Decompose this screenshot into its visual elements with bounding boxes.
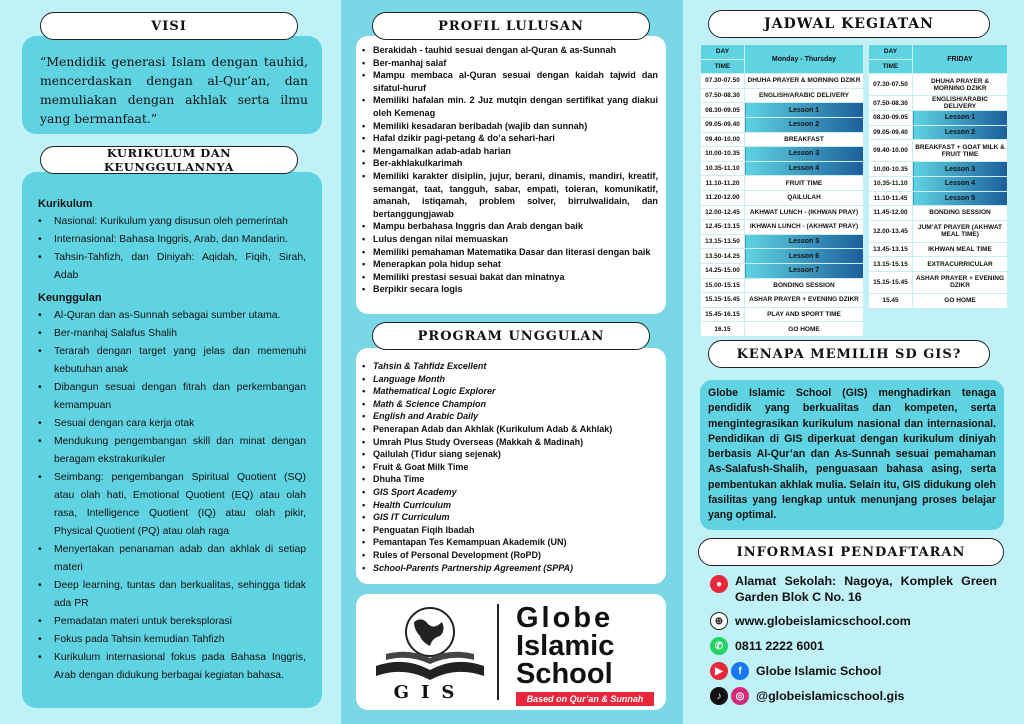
kurikulum-heading: Kurikulum [38, 198, 93, 210]
schedule-time: 15.15-15.45 [869, 271, 913, 293]
program-item: • Health Curriculum [362, 499, 658, 512]
program-item: • Language Month [362, 373, 658, 386]
day-name-header: FRIDAY [913, 45, 1008, 74]
schedule-row [701, 205, 864, 220]
profil-item: • Berakidah - tauhid sesuai dengan al-Quran & as-Sunnah [362, 44, 658, 57]
schedule-activity: EXTRACURRICULAR [913, 257, 1008, 272]
info-address [710, 573, 1000, 605]
schedule-row [701, 293, 864, 308]
schedule-row [869, 176, 1008, 191]
phone-text[interactable]: 0811 2222 6001 [735, 639, 824, 653]
schedule-time: 12.00-13.45 [869, 220, 913, 242]
schedule-activity: JUM’AT PRAYER (AKHWAT MEAL TIME) [913, 220, 1008, 242]
profil-item: • Mampu membaca al-Quran sesuai dengan kaidah tajwid dan sifatul-huruf [362, 69, 658, 94]
schedule-time: 13.45-13.15 [869, 242, 913, 257]
profil-item: • Memiliki hafalan min. 2 Juz mutqin dengan sertifikat yang diakui oleh Kemenag [362, 94, 658, 119]
schedule-activity: QAILULAH [745, 190, 864, 205]
schedule-activity: ASHAR PRAYER + EVENING DZIKR [745, 293, 864, 308]
program-item: • Math & Science Champion [362, 398, 658, 411]
schedule-row [701, 278, 864, 293]
schedule-activity: DHUHA PRAYER & MORNING DZIKR [913, 74, 1008, 96]
tiktok-icon: ♪ [710, 687, 728, 705]
visi-title: VISI [40, 12, 298, 40]
schedule-row [701, 176, 864, 191]
program-item: • Fruit & Goat Milk Time [362, 461, 658, 474]
schedule-time: 09.05-09.40 [701, 117, 745, 132]
program-item: • GIS IT Curriculum [362, 511, 658, 524]
schedule-activity: IKHWAN LUNCH - (AKHWAT PRAY) [745, 220, 864, 235]
keunggulan-item: • Sesuai dengan cara kerja otak [38, 415, 306, 433]
program-item: • English and Arabic Daily [362, 410, 658, 423]
schedule-activity: Lesson 7 [745, 263, 864, 278]
schedule-time: 15.45-16.15 [701, 307, 745, 322]
schedule-time: 07.30-07.50 [869, 74, 913, 96]
schedule-activity: Lesson 3 [913, 162, 1008, 177]
schedule-time: 16.15 [701, 322, 745, 337]
kenapa-title: KENAPA MEMILIH SD GIS? [708, 340, 990, 368]
profil-item: • Ber-akhlakulkarimah [362, 157, 658, 170]
info-website[interactable] [710, 612, 911, 630]
schedule-row [701, 322, 864, 337]
program-item: • Tahsin & Tahfidz Excellent [362, 360, 658, 373]
schedule-row [869, 125, 1008, 140]
kurikulum-list [38, 213, 306, 285]
schedule-row [869, 242, 1008, 257]
keunggulan-item: • Ber-manhaj Salafus Shalih [38, 325, 306, 343]
profil-item: • Hafal dzikir pagi-petang & do’a sehari-hari [362, 132, 658, 145]
keunggulan-item: • Deep learning, tuntas dan berkualitas, sehingga tidak ada PR [38, 577, 306, 613]
time-header: TIME [701, 59, 745, 74]
schedule-time: 11.45-12.00 [869, 206, 913, 221]
schedule-activity: BONDING SESSION [745, 278, 864, 293]
profil-item: • Berpikir secara logis [362, 283, 658, 296]
kurikulum-item: • Tahsin-Tahfizh, dan Diniyah: Aqidah, Fiqih, Sirah, Adab [38, 249, 306, 285]
schedule-row [701, 249, 864, 264]
schedule-row [701, 132, 864, 147]
schedule-activity: Lesson 4 [913, 176, 1008, 191]
kurikulum-content [38, 195, 306, 685]
schedule-row [701, 190, 864, 205]
time-header: TIME [869, 59, 913, 74]
program-item: • Rules of Personal Development (RoPD) [362, 549, 658, 562]
profil-item: • Memiliki prestasi sesuai bakat dan minatnya [362, 271, 658, 284]
schedule-activity: ENGLISH/ARABIC DELIVERY [745, 88, 864, 103]
keunggulan-item: • Dibangun sesuai dengan fitrah dan perkembangan kemampuan [38, 379, 306, 415]
schedule-time: 11.20-12.00 [701, 190, 745, 205]
logo-wordmark [516, 604, 656, 688]
info-phone[interactable] [710, 637, 824, 655]
schedule-time: 15.15-15.45 [701, 293, 745, 308]
schedule-row [869, 74, 1008, 96]
schedule-row [701, 263, 864, 278]
schedule-row [869, 293, 1008, 308]
schedule-activity: Lesson 1 [913, 111, 1008, 126]
schedule-row [701, 117, 864, 132]
profil-item: • Mampu berbahasa Inggris dan Arab dengan baik [362, 220, 658, 233]
kurikulum-item: • Internasional: Bahasa Inggris, Arab, dan Mandarin. [38, 231, 306, 249]
schedule-activity: Lesson 2 [745, 117, 864, 132]
schedule-row [701, 307, 864, 322]
logo-line2: Islamic [516, 630, 615, 662]
youtube-icon: ▶ [710, 662, 728, 680]
schedule-row [869, 111, 1008, 126]
logo-tagline: Based on Qur’an & Sunnah [516, 692, 654, 706]
program-item: • Mathematical Logic Explorer [362, 385, 658, 398]
schedule-time: 15.00-15.15 [701, 278, 745, 293]
keunggulan-list [38, 307, 306, 685]
day-header: DAY [869, 45, 913, 60]
kurikulum-item: • Nasional: Kurikulum yang disusun oleh pemerintah [38, 213, 306, 231]
facebook-icon: f [731, 662, 749, 680]
program-title: PROGRAM UNGGULAN [372, 322, 650, 350]
schedule-row [869, 206, 1008, 221]
schedule-row [701, 88, 864, 103]
schedule-activity: Lesson 1 [745, 103, 864, 118]
info-youtube-facebook[interactable] [710, 662, 881, 680]
schedule-activity: Lesson 4 [745, 161, 864, 176]
keunggulan-item: • Pemadatan materi untuk bereksplorasi [38, 613, 306, 631]
logo-divider [497, 604, 499, 700]
schedule-activity: DHUHA PRAYER & MORNING DZIKR [745, 74, 864, 89]
day-name-header: Monday - Thursday [745, 45, 864, 74]
schedule-time: 10.00-10.35 [701, 147, 745, 162]
program-item: • Pemantapan Tes Kemampuan Akademik (UN) [362, 536, 658, 549]
program-list [362, 360, 658, 574]
website-text[interactable]: www.globeislamicschool.com [735, 614, 911, 628]
youtube-text[interactable]: Globe Islamic School [756, 664, 882, 678]
keunggulan-heading: Keunggulan [38, 292, 102, 304]
logo-abbr: GIS [393, 682, 467, 703]
kurikulum-title: KURIKULUM DAN KEUNGGULANNYA [40, 146, 298, 174]
logo-line1: Globe [516, 602, 614, 634]
profil-title: PROFIL LULUSAN [372, 12, 650, 40]
schedule-time: 13.50-14.25 [701, 249, 745, 264]
schedule-time: 08.30-09.05 [701, 103, 745, 118]
schedule-row [869, 162, 1008, 177]
keunggulan-item: • Kurikulum internasional fokus pada Bahasa Inggris, Arab dengan didukung berbagai kegiatan bahasa. [38, 649, 306, 685]
schedule-friday [868, 44, 1008, 309]
schedule-time: 08.30-09.05 [869, 111, 913, 126]
schedule-activity: IKHWAN MEAL TIME [913, 242, 1008, 257]
schedule-time: 10.35-11.10 [701, 161, 745, 176]
schedule-time: 14.25-15.00 [701, 263, 745, 278]
schedule-activity: GO HOME [745, 322, 864, 337]
schedule-row [701, 74, 864, 89]
profil-item: • Memiliki kesadaran beribadah (wajib dan sunnah) [362, 120, 658, 133]
profil-item: • Memiliki pemahaman Matematika Dasar dan literasi dengan baik [362, 246, 658, 259]
profil-item: • Lulus dengan nilai memuaskan [362, 233, 658, 246]
schedule-header [869, 45, 1008, 60]
school-logo [370, 600, 490, 704]
program-item: • School-Parents Partnership Agreement (SPPA) [362, 562, 658, 575]
schedule-time: 07.50-08.30 [869, 96, 913, 111]
schedule-row [869, 220, 1008, 242]
schedule-time: 11.10-11.20 [701, 176, 745, 191]
schedule-activity: GO HOME [913, 293, 1008, 308]
schedule-time: 09.40-10.00 [869, 140, 913, 162]
jadwal-title: JADWAL KEGIATAN [708, 10, 990, 38]
schedule-time: 12.00-12.45 [701, 205, 745, 220]
kenapa-text: Globe Islamic School (GIS) menghadirkan tenaga pendidik yang berkualitas dan kompeten, serta mengintegrasikan kurikulum nasional dan internasional. Pendidikan di GIS diperkuat dengan kurikulum diniyah berbasis Al-Qur’an dan As-Sunnah sesuai pemahaman As-Salafush-Shalih, penguasaan bahasa asing, serta pembentukan akhlak mulia. Selain itu, GIS didukung oleh fasilitas yang lengkap untuk menunjang proses belajar yang optimal. [700, 380, 1004, 530]
schedule-time: 12.45-13.15 [701, 220, 745, 235]
program-item: • Penguatan Fiqih Ibadah [362, 524, 658, 537]
program-item: • GIS Sport Academy [362, 486, 658, 499]
location-pin-icon: ● [710, 575, 728, 593]
schedule-activity: Lesson 2 [913, 125, 1008, 140]
instagram-text[interactable]: @globeislamicschool.gis [756, 689, 905, 703]
whatsapp-icon: ✆ [710, 637, 728, 655]
schedule-row [701, 234, 864, 249]
info-social[interactable] [710, 687, 904, 705]
instagram-icon: ◎ [731, 687, 749, 705]
schedule-time: 07.30-07.50 [701, 74, 745, 89]
schedule-row [869, 257, 1008, 272]
schedule-activity: ASHAR PRAYER + EVENING DZIKR [913, 271, 1008, 293]
schedule-row [701, 147, 864, 162]
schedule-row [701, 103, 864, 118]
schedule-row [869, 140, 1008, 162]
day-header: DAY [701, 45, 745, 60]
schedule-activity: FRUIT TIME [745, 176, 864, 191]
schedule-mon-thu [700, 44, 864, 337]
schedule-activity: ENGLISH/ARABIC DELIVERY [913, 96, 1008, 111]
schedule-activity: Lesson 5 [745, 234, 864, 249]
schedule-activity: BREAKFAST [745, 132, 864, 147]
profil-item: • Menerapkan pola hidup sehat [362, 258, 658, 271]
keunggulan-item: • Al-Quran dan as-Sunnah sebagai sumber utama. [38, 307, 306, 325]
globe-icon: ⊕ [710, 612, 728, 630]
profil-list [362, 44, 658, 296]
schedule-time: 07.50-08.30 [701, 88, 745, 103]
keunggulan-item: • Seimbang: pengembangan Spiritual Quotient (SQ) atau olah hati, Emotional Quotient (EQ) atau olah rasa, Intelligence Quotient (IQ) atau olah pikir, Physical Quotient (PQ) atau olah raga [38, 469, 306, 541]
logo-line3: School [516, 658, 613, 690]
visi-text: “Mendidik generasi Islam dengan tauhid, mencerdaskan dengan al-Qur’an, dan memuliakan dengan akhlak serta ilmu yang bermanfaat.” [40, 54, 308, 126]
program-item: • Dhuha Time [362, 473, 658, 486]
keunggulan-item: • Fokus pada Tahsin kemudian Tahfizh [38, 631, 306, 649]
schedule-time: 13.15-15.15 [869, 257, 913, 272]
schedule-time: 15.45 [869, 293, 913, 308]
profil-item: • Memiliki karakter disiplin, jujur, berani, dinamis, mandiri, kreatif, semangat, taat, tangguh, sabar, empati, toleran, komunikatif, amanah, istiqamah, problem solver, birrulwalidain, dan bertanggungjawab [362, 170, 658, 220]
schedule-time: 09.05-09.40 [869, 125, 913, 140]
program-item: • Qailulah (Tidur siang sejenak) [362, 448, 658, 461]
info-title: INFORMASI PENDAFTARAN [698, 538, 1004, 566]
schedule-activity: Lesson 6 [745, 249, 864, 264]
schedule-activity: BONDING SESSION [913, 206, 1008, 221]
keunggulan-item: • Terarah dengan target yang jelas dan memenuhi kebutuhan anak [38, 343, 306, 379]
schedule-row [869, 271, 1008, 293]
schedule-row [869, 96, 1008, 111]
keunggulan-item: • Mendukung pengembangan skill dan minat dengan beragam ekstrakurikuler [38, 433, 306, 469]
schedule-activity: BREAKFAST + GOAT MILK & FRUIT TIME [913, 140, 1008, 162]
schedule-time: 11.10-11.45 [869, 191, 913, 206]
schedule-activity: Lesson 5 [913, 191, 1008, 206]
schedule-time: 13.15-13.50 [701, 234, 745, 249]
schedule-time: 10.00-10.35 [869, 162, 913, 177]
address-text: Alamat Sekolah: Nagoya, Komplek Green Garden Blok C No. 16 [735, 574, 997, 604]
schedule-time: 09.40-10.00 [701, 132, 745, 147]
schedule-row [869, 191, 1008, 206]
schedule-row [701, 220, 864, 235]
schedule-activity: AKHWAT LUNCH - (IKHWAN PRAY) [745, 205, 864, 220]
program-item: • Umrah Plus Study Overseas (Makkah & Madinah) [362, 436, 658, 449]
schedule-row [701, 161, 864, 176]
program-item: • Penerapan Adab dan Akhlak (Kurikulum Adab & Akhlak) [362, 423, 658, 436]
schedule-time: 10.35-11.10 [869, 176, 913, 191]
schedule-activity: Lesson 3 [745, 147, 864, 162]
profil-item: • Mengamalkan adab-adab harian [362, 145, 658, 158]
keunggulan-item: • Menyertakan penanaman adab dan akhlak di setiap materi [38, 541, 306, 577]
schedule-header [701, 45, 864, 60]
schedule-activity: PLAY AND SPORT TIME [745, 307, 864, 322]
profil-item: • Ber-manhaj salaf [362, 57, 658, 70]
